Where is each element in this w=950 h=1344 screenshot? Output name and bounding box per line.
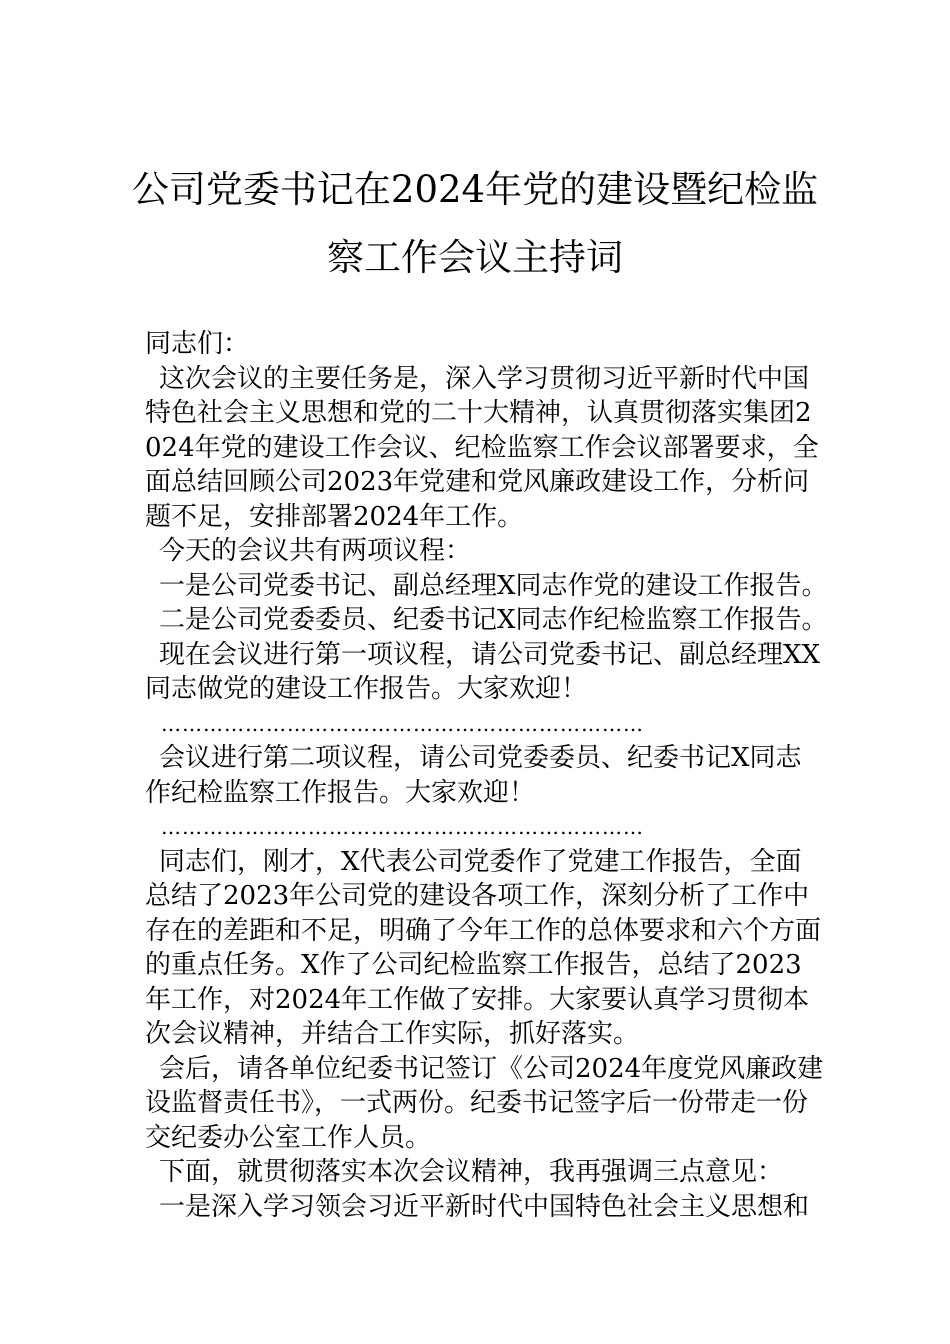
paragraph-meeting-tasks: 这次会议的主要任务是，深入学习贯彻习近平新时代中国特色社会主义思想和党的二十大精神，认真贯彻落实集团2024年党的建设工作会议、纪检监察工作会议部署要求，全面总结回顾公司2023年党建和党风廉政建设工作，分析问题不足，安排部署2024年工作。	[145, 363, 819, 532]
paragraph-responsibility-letter: 会后，请各单位纪委书记签订《公司2024年度党风廉政建设监督责任书》，一式两份。纪委书记签字后一份带走一份交纪委办公室工作人员。	[145, 1053, 824, 1153]
paragraph-agenda-intro: 今天的会议共有两项议程：	[159, 536, 472, 566]
paragraph-three-points-intro: 下面，就贯彻落实本次会议精神，我再强调三点意见：	[159, 1157, 784, 1187]
document-title-line-1: 公司党委书记在2024年党的建设暨纪检监	[131, 168, 819, 211]
ellipsis-separator-2: ……………………………………………………………	[161, 815, 644, 839]
paragraph-first-item-start: 现在会议进行第一项议程，请公司党委书记、副总经理XX同志做党的建设工作报告。大家欢迎！	[145, 639, 821, 704]
paragraph-summary: 同志们，刚才，X代表公司党委作了党建工作报告，全面总结了2023年公司党的建设各项工作，深刻分析了工作中存在的差距和不足，明确了今年工作的总体要求和六个方面的重点任务。X作了公司纪检监察工作报告，总结了2023年工作，对2024年工作做了安排。大家要认真学习贯彻本次会议精神，并结合工作实际，抓好落实。	[145, 846, 822, 1049]
greeting: 同志们：	[145, 329, 250, 359]
document-title-line-2: 察工作会议主持词	[327, 236, 623, 279]
document-body	[145, 327, 828, 1224]
paragraph-agenda-item-1: 一是公司党委书记、副总经理X同志作党的建设工作报告。	[159, 570, 828, 601]
paragraph-agenda-item-2: 二是公司党委委员、纪委书记X同志作纪检监察工作报告。	[159, 605, 828, 635]
paragraph-point-one: 一是深入学习领会习近平新时代中国特色社会主义思想和	[159, 1191, 810, 1222]
paragraph-second-item-start: 会议进行第二项议程，请公司党委委员、纪委书记X同志作纪检监察工作报告。大家欢迎！	[145, 743, 802, 808]
ellipsis-separator-1: ……………………………………………………………	[161, 711, 644, 736]
